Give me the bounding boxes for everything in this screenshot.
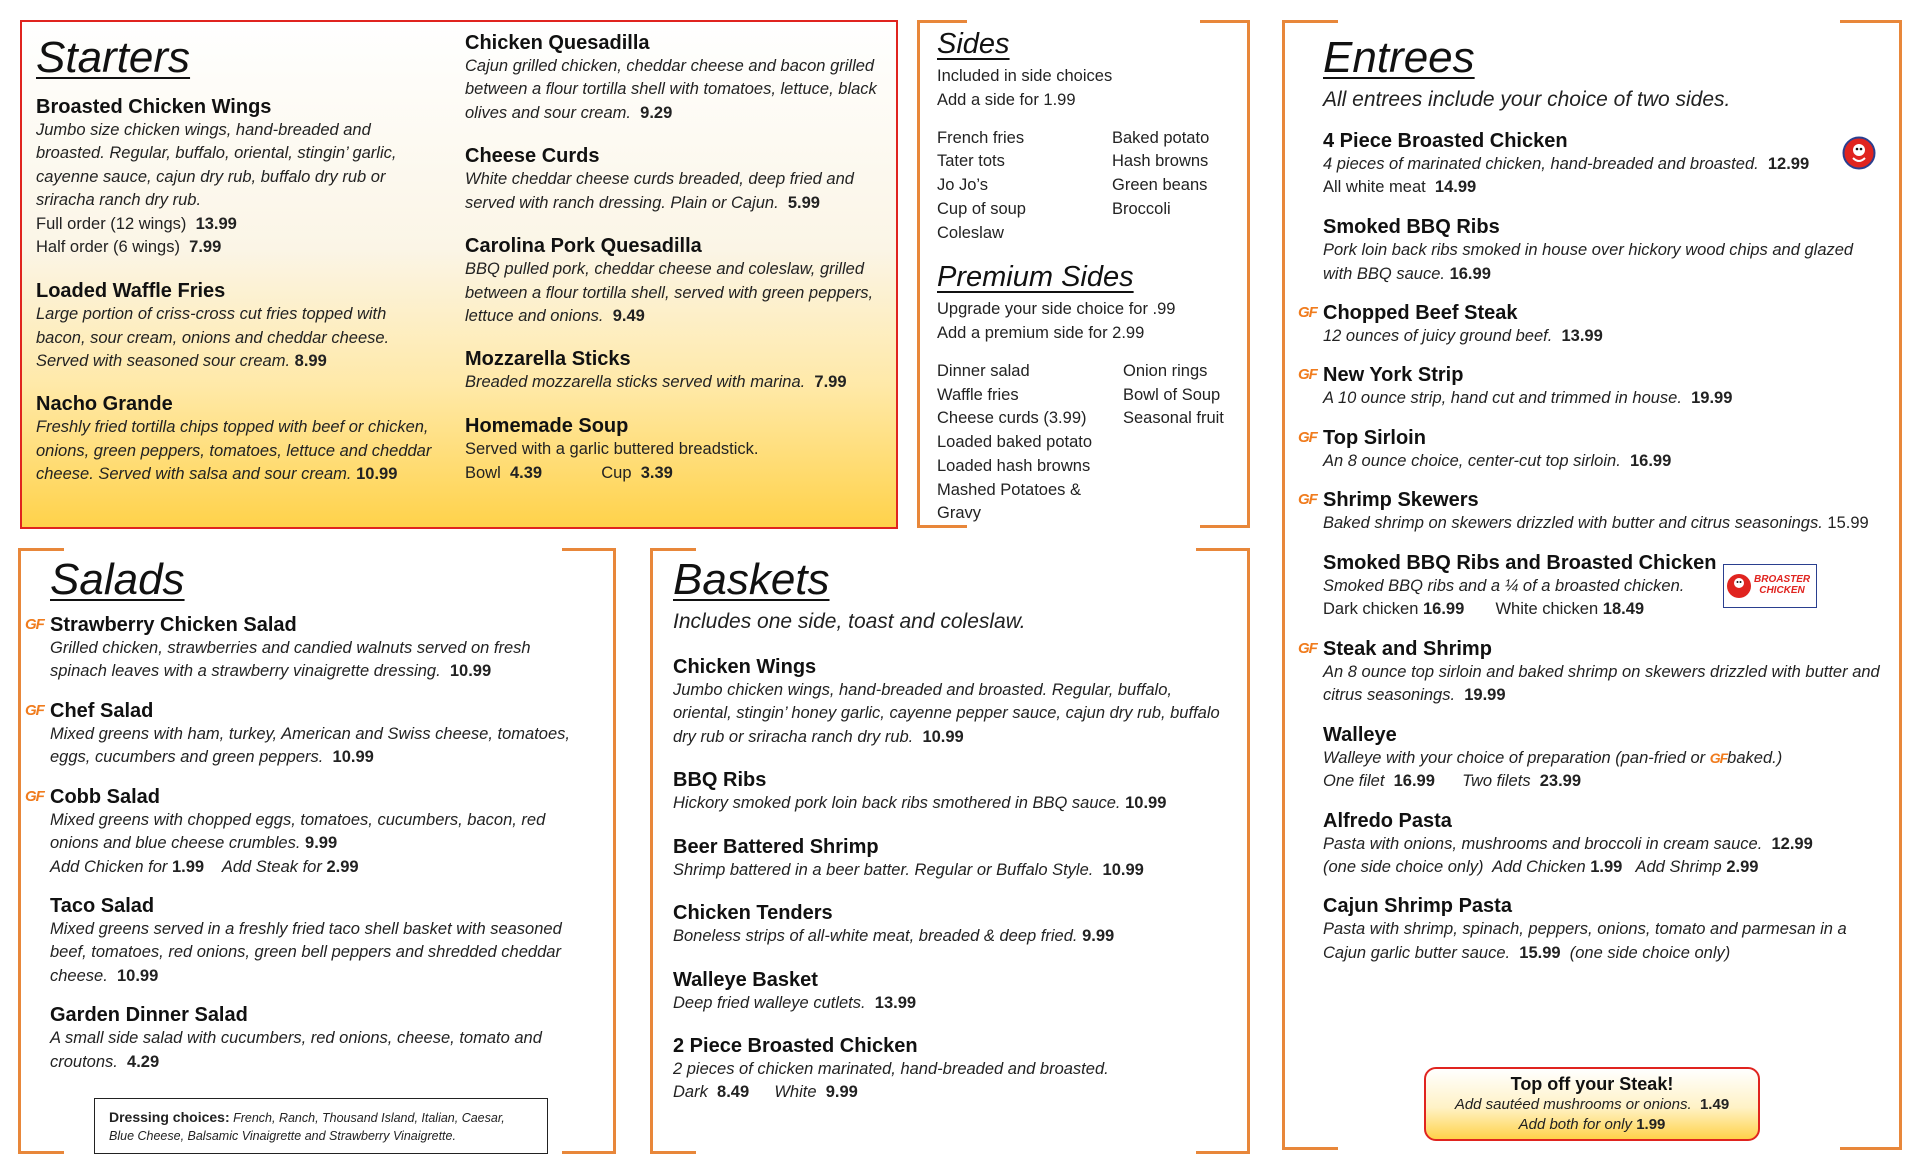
menu-item [1298,426,1883,473]
list-item: Green beans [1112,176,1208,194]
starters-panel [20,20,898,529]
premium-list [937,360,1237,526]
item-desc: 4 pieces of marinated chicken, hand-breaded and broasted. 12.99 [1323,155,1810,173]
item-option: Full order (12 wings) 13.99 [36,214,237,233]
item-option: Dark chicken 16.99 White chicken 18.49 [1323,600,1645,619]
item-desc: Walleye with your choice of preparation (pan-fried or GFbaked.) [1323,748,1783,767]
gluten-free-badge: GF [1298,366,1317,384]
item-name: Walleye Basket [673,968,818,991]
baskets-subtitle: Includes one side, toast and coleslaw. [673,610,1026,633]
dressing-label: Dressing choices: [109,1109,230,1125]
item-desc: Large portion of criss-cross cut fries topped with bacon, sour cream, onions and cheddar cheese. Served with seasoned sour cream. 8.99 [36,305,390,371]
gluten-free-badge: GF [25,701,44,719]
premium-col-1 [937,360,1123,526]
menu-item [465,415,885,486]
item-option: One filet 16.99 Two filets 23.99 [1323,772,1582,791]
item-name: Walleye [1323,723,1397,746]
item-name: Alfredo Pasta [1323,809,1452,832]
list-item: Waffle fries [937,385,1019,404]
topoff-line: Add sautéed mushrooms or onions. 1.49 [1454,1096,1730,1113]
item-desc: Freshly fried tortilla chips topped with beef or chicken, onions, green peppers, tomatoes, lettuce and cheddar cheese. Served with salsa and sour cream. 10.99 [36,418,432,484]
starters-title: Starters [36,33,191,82]
item-desc: BBQ pulled pork, cheddar cheese and coleslaw, grilled between a flour tortilla shell, served with green peppers, lettuce and onions. 9.49 [465,260,874,325]
menu-item [25,699,580,770]
menu-item [465,348,885,394]
menu-item [465,32,885,125]
menu-item [1323,130,1883,200]
item-desc: Cajun grilled chicken, cheddar cheese and bacon grilled between a flour tortilla shell with tomatoes, lettuce, black olives and sour cream. 9.29 [465,57,877,122]
item-desc: 2 pieces of chicken marinated, hand-breaded and broasted. [673,1059,1109,1078]
item-name: New York Strip [1323,364,1464,387]
menu-item [465,145,885,215]
item-name: Cheese Curds [465,145,600,168]
menu-item [1323,216,1883,286]
sides-panel [937,30,1237,526]
item-desc: Served with a garlic buttered breadstick. [465,439,759,458]
menu-item [1323,810,1883,880]
item-name: 4 Piece Broasted Chicken [1323,130,1568,152]
gluten-free-badge: GF [1709,749,1728,766]
dressing-text: French, Ranch, Thousand Island, Italian, Caesar, Blue Cheese, Balsamic Vinaigrette and Strawberry Vinaigrette. [109,1111,505,1144]
item-desc: Smoked BBQ ribs and a ¼ of a broasted chicken. [1323,576,1685,595]
broaster-mascot-icon [1842,136,1876,170]
item-name: Chicken Wings [673,656,817,678]
item-desc: Pasta with shrimp, spinach, peppers, onions, tomato and parmesan in a Cajun garlic butter sauce. 15.99 (one side choice only) [1323,920,1847,962]
item-desc: A small side salad with cucumbers, red onions, cheese, tomato and croutons. 4.29 [50,1029,542,1071]
list-item: Dinner salad [937,361,1030,380]
broaster-chicken-logo [1723,564,1817,608]
item-desc: Jumbo size chicken wings, hand-breaded and broasted. Regular, buffalo, oriental, stingin’ garlic, cayenne sauce, cajun dry rub, buffalo dry rub or sriracha ranch dry rub. [36,121,397,210]
sides-list [937,127,1237,246]
premium-line: Upgrade your side choice for .99 [937,300,1176,319]
sides-title: Sides [937,28,1010,60]
premium-col-2 [1123,360,1224,526]
item-name: Taco Salad [50,894,155,917]
item-name: Chicken Tenders [673,902,833,925]
item-option: (one side choice only) Add Chicken 1.99 Add Shrimp 2.99 [1323,857,1759,876]
item-desc: 12 ounces of juicy ground beef. 13.99 [1323,327,1603,346]
item-name: Cobb Salad [50,785,161,808]
topoff-title: Top off your Steak! [1510,1074,1674,1094]
item-desc: Pasta with onions, mushrooms and broccoli in cream sauce. 12.99 [1323,834,1813,853]
topoff-box [1424,1067,1760,1141]
item-name: BBQ Ribs [673,769,767,792]
menu-item [36,280,436,373]
menu-item [673,1035,1233,1105]
menu-item [36,96,436,260]
item-name: Smoked BBQ Ribs [1323,216,1500,239]
menu-item [465,235,885,328]
item-desc: A 10 ounce strip, hand cut and trimmed in house. 19.99 [1323,389,1733,408]
item-desc: Jumbo chicken wings, hand-breaded and broasted. Regular, buffalo, oriental, stingin’ honey garlic, cayenne pepper sauce, cajun dry rub, buffalo dry rub or sriracha ranch dry rub. 10.99 [673,681,1220,746]
gluten-free-badge: GF [1298,639,1317,657]
list-item: Loaded hash browns [937,456,1091,475]
item-name: Chicken Quesadilla [465,32,650,54]
entrees-title: Entrees [1323,33,1475,82]
entrees-panel [1298,33,1883,965]
menu-item [1298,637,1883,708]
list-item: Seasonal fruit [1123,409,1224,428]
item-name: Steak and Shrimp [1323,637,1492,660]
list-item: Loaded baked potato [937,433,1093,451]
list-item: Cheese curds (3.99) [937,409,1087,428]
item-name: Mozzarella Sticks [465,348,631,371]
gluten-free-badge: GF [25,616,44,633]
menu-item [673,769,1233,815]
item-desc: Breaded mozzarella sticks served with marina. 7.99 [465,373,847,392]
item-name: Homemade Soup [465,414,629,437]
item-name: Strawberry Chicken Salad [50,614,297,636]
menu-item [1323,724,1883,794]
dressing-box [94,1098,548,1154]
item-name: Chopped Beef Steak [1323,302,1518,325]
item-desc: Mixed greens with ham, turkey, American and Swiss cheese, tomatoes, eggs, cucumbers and green peppers. 10.99 [50,724,570,767]
list-item: French fries [937,128,1025,147]
item-name: Smoked BBQ Ribs and Broasted Chicken [1323,551,1717,574]
salads-title: Salads [50,555,185,604]
item-desc: Deep fried walleye cutlets. 13.99 [673,993,917,1012]
menu-item [50,895,580,988]
menu-item [36,393,436,486]
premium-line: Add a premium side for 2.99 [937,324,1145,342]
sides-line: Add a side for 1.99 [937,90,1076,109]
item-name: Cajun Shrimp Pasta [1323,895,1512,918]
menu-item [50,1004,580,1074]
item-name: Shrimp Skewers [1323,489,1479,512]
item-desc: An 8 ounce top sirloin and baked shrimp on skewers drizzled with butter and citrus seasonings. 19.99 [1323,662,1880,705]
item-desc: Hickory smoked pork loin back ribs smothered in BBQ sauce. 10.99 [673,794,1167,813]
item-name: Nacho Grande [36,393,173,416]
item-name: Chef Salad [50,699,154,722]
menu-item [25,614,580,684]
item-desc: Shrimp battered in a beer batter. Regular or Buffalo Style. 10.99 [673,860,1144,879]
menu-item [1298,364,1883,410]
sides-col-1 [937,127,1112,246]
item-desc: Mixed greens served in a freshly fried taco shell basket with seasoned beef, tomatoes, red onions, green bell peppers and shredded cheddar cheese. 10.99 [50,919,562,985]
item-desc: White cheddar cheese curds breaded, deep fried and served with ranch dressing. Plain or Cajun. 5.99 [465,170,854,212]
list-item: Jo Jo’s [937,176,989,194]
item-desc: Baked shrimp on skewers drizzled with butter and citrus seasonings. 15.99 [1323,514,1869,533]
item-desc: Mixed greens with chopped eggs, tomatoes, cucumbers, bacon, red onions and blue cheese crumbles. 9.99 [50,810,546,853]
item-option: Bowl 4.39 Cup 3.39 [465,463,673,482]
menu-item [673,902,1233,948]
gluten-free-badge: GF [1298,304,1317,322]
item-name: Beer Battered Shrimp [673,835,879,858]
premium-sides-title: Premium Sides [937,261,1134,294]
salads-panel [25,555,580,1074]
list-item: Bowl of Soup [1123,385,1221,404]
entrees-subtitle: All entrees include your choice of two sides. [1323,88,1731,111]
item-desc: Grilled chicken, strawberries and candied walnuts served on fresh spinach leaves with a strawberry vinaigrette dressing. 10.99 [50,639,531,681]
item-desc: An 8 ounce choice, center-cut top sirloin. 16.99 [1323,451,1672,470]
list-item: Cup of soup [937,199,1026,218]
gluten-free-badge: GF [1298,428,1317,446]
sides-col-2 [1112,127,1209,246]
item-name: Loaded Waffle Fries [36,280,226,303]
gluten-free-badge: GF [1298,491,1317,509]
menu-item [1323,552,1883,622]
item-name: Top Sirloin [1323,426,1426,449]
menu-item [673,969,1233,1015]
item-name: Carolina Pork Quesadilla [465,235,702,258]
item-name: Garden Dinner Salad [50,1004,248,1027]
menu-item [673,656,1233,749]
baskets-title: Baskets [673,555,830,604]
item-option: Dark 8.49 White 9.99 [673,1083,858,1102]
menu-item [25,785,580,879]
list-item: Baked potato [1112,128,1210,147]
gluten-free-badge: GF [25,787,44,805]
baskets-panel [673,555,1233,1105]
list-item: Hash browns [1112,152,1209,171]
list-item: Coleslaw [937,223,1004,242]
topoff-line: Add both for only 1.99 [1518,1115,1666,1133]
menu-item [1298,489,1883,535]
sides-line: Included in side choices [937,67,1113,85]
list-item: Broccoli [1112,199,1171,218]
item-option: Add Chicken for 1.99 Add Steak for 2.99 [50,857,359,876]
menu-item [1298,302,1883,348]
list-item: Mashed Potatoes & Gravy [937,480,1082,523]
logo-text: BROASTER CHICKEN [1754,574,1811,596]
list-item: Tater tots [937,152,1005,171]
item-desc: Boneless strips of all-white meat, breaded & deep fried. 9.99 [673,927,1115,946]
item-option: Half order (6 wings) 7.99 [36,238,222,257]
item-option: All white meat 14.99 [1323,178,1477,197]
list-item: Onion rings [1123,361,1208,380]
broaster-mascot-icon [1724,568,1754,604]
item-name: 2 Piece Broasted Chicken [673,1034,918,1057]
item-desc: Pork loin back ribs smoked in house over hickory wood chips and glazed with BBQ sauce. 16.99 [1323,241,1854,283]
menu-item [1323,895,1883,965]
item-name: Broasted Chicken Wings [36,96,272,118]
menu-item [673,836,1233,882]
